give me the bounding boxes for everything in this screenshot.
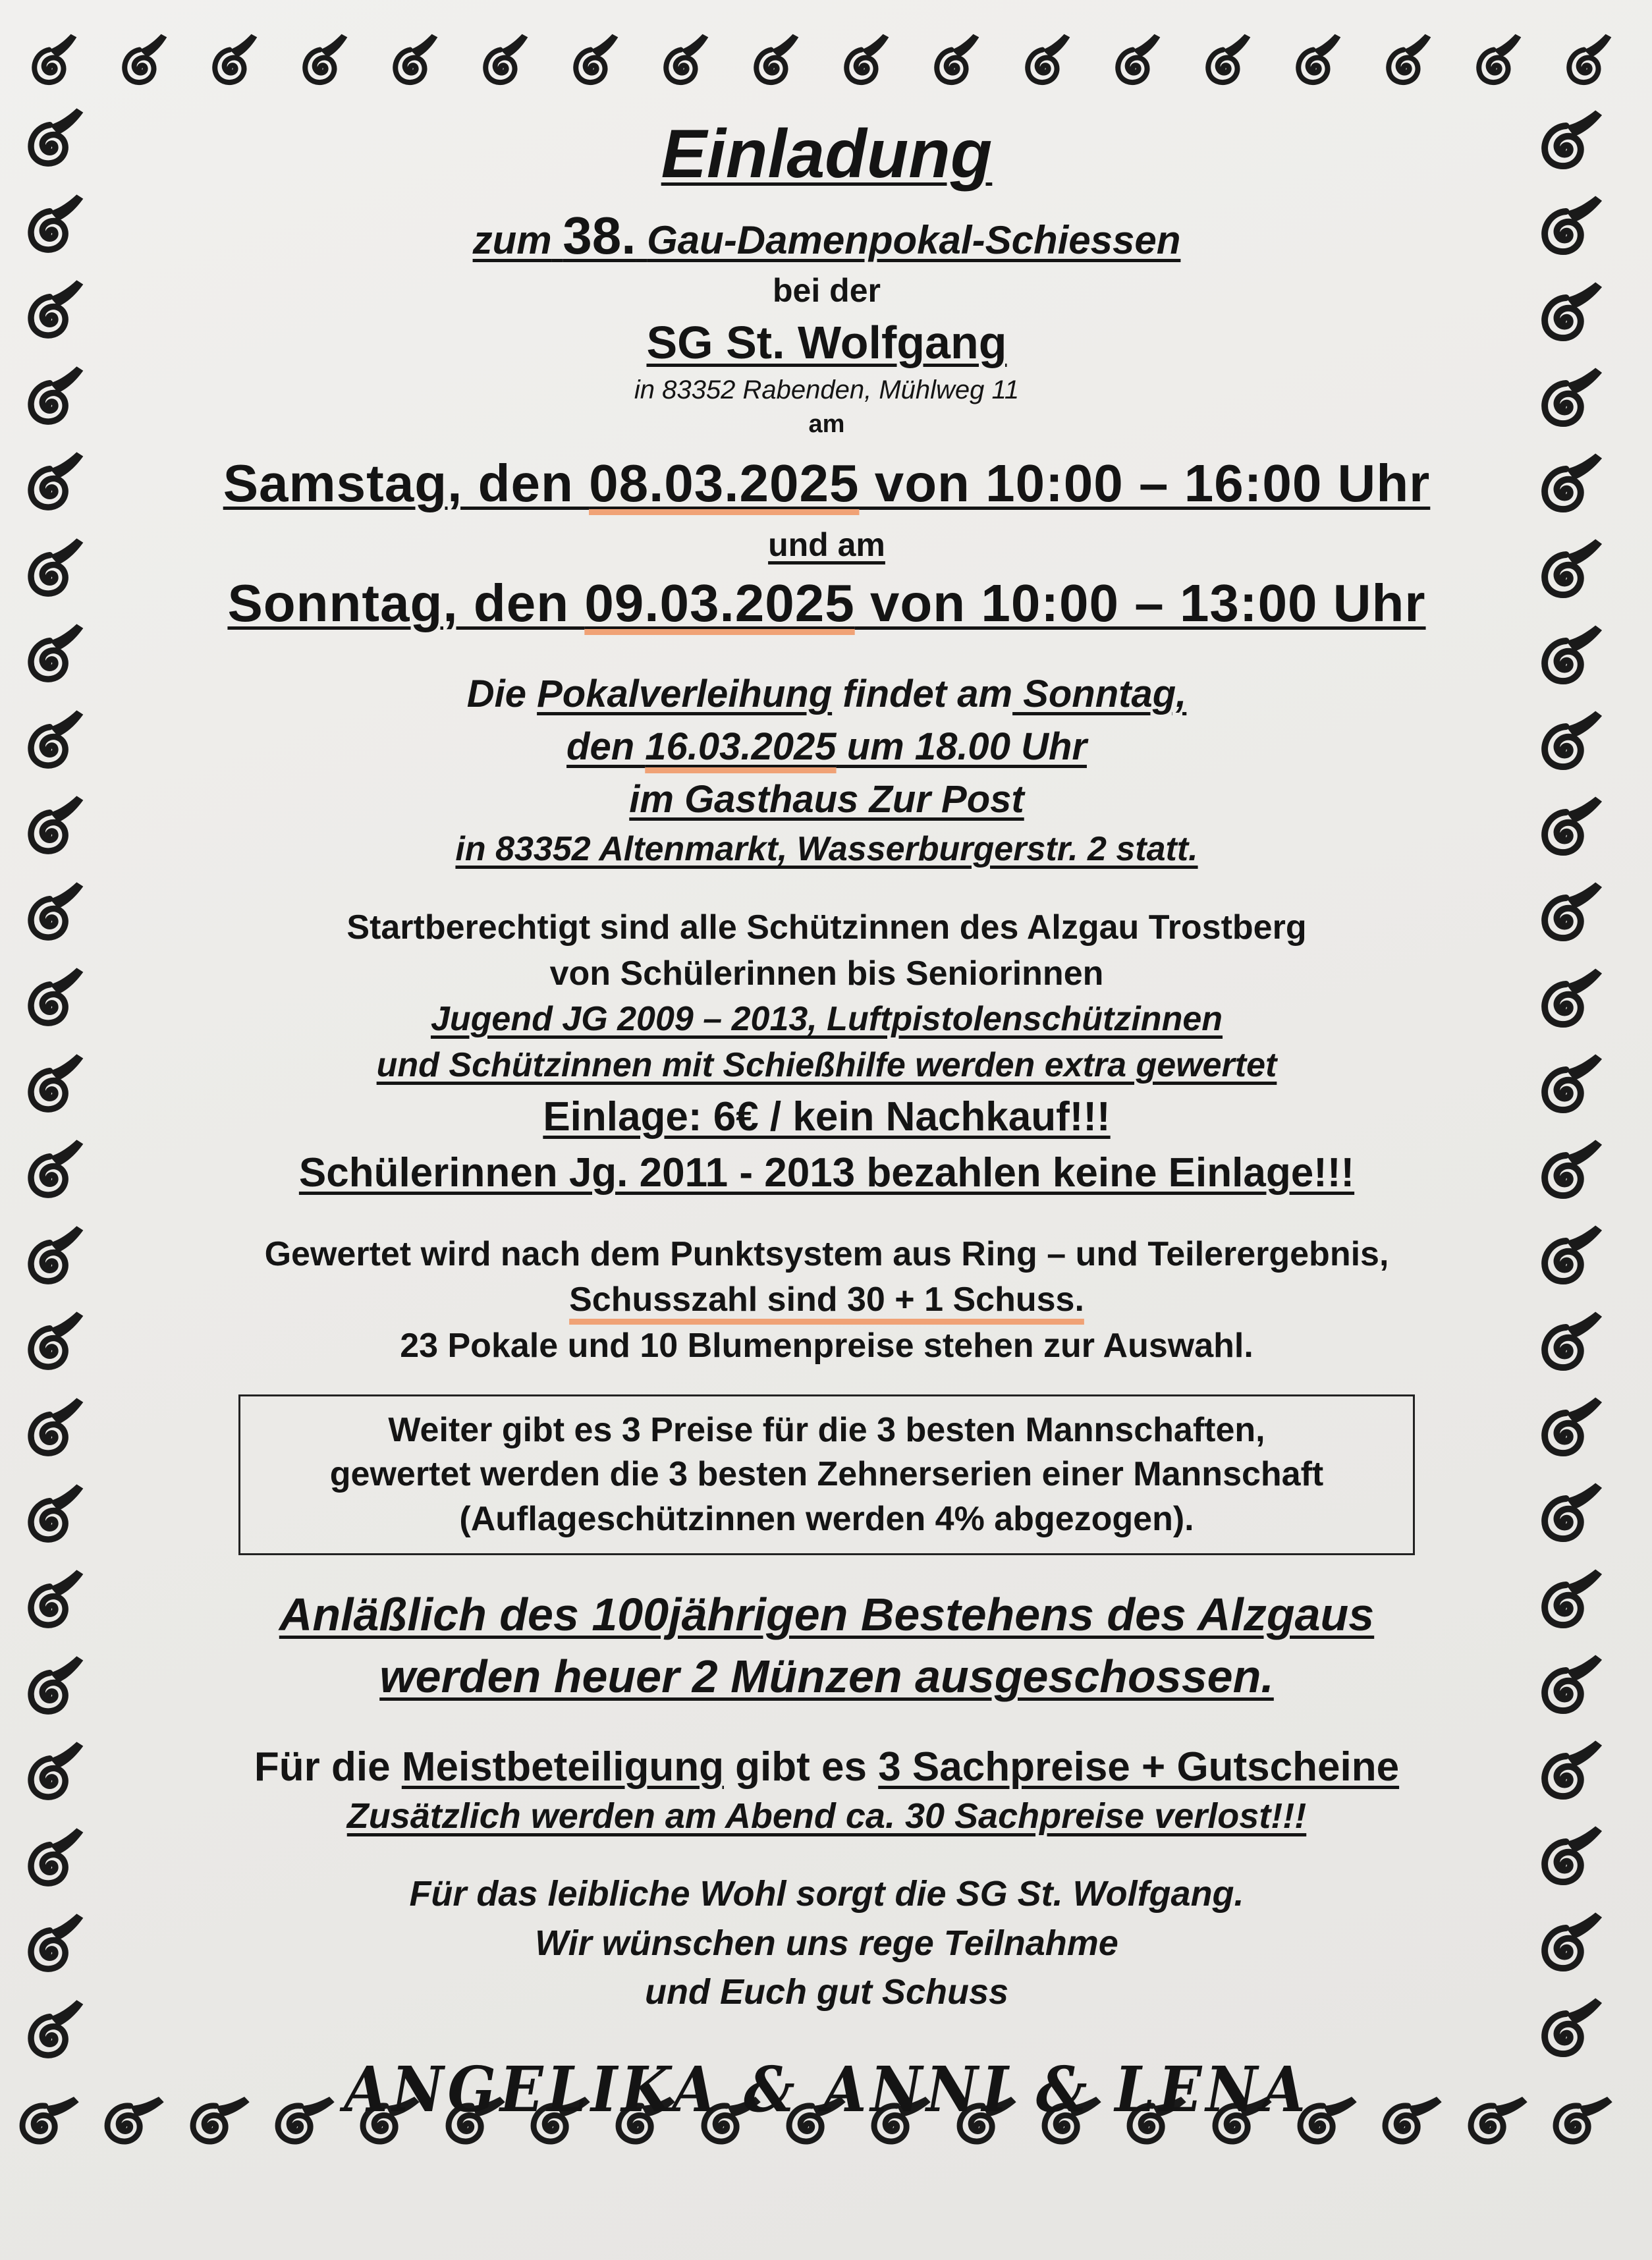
spiral-swirl-icon [14, 277, 92, 355]
spiral-swirl-icon [1013, 33, 1079, 99]
am-label: am [808, 410, 845, 438]
shot-count: Schusszahl sind 30 + 1 Schuss. [569, 1281, 1084, 1319]
eligibility-line-1: Startberechtigt sind alle Schützinnen des Alzgau Trostberg [346, 908, 1307, 947]
spiral-swirl-icon [14, 1997, 92, 2075]
award-a2: Pokalverleihung [537, 673, 833, 715]
spiral-swirl-icon [1527, 1564, 1609, 1646]
und-am-label: und am [768, 526, 885, 563]
date1-suffix: von 10:00 – 16:00 Uhr [859, 454, 1431, 512]
spiral-swirl-icon [1527, 449, 1609, 530]
event-number: 38. [563, 206, 636, 265]
spiral-swirl-icon [1527, 620, 1609, 702]
spiral-swirl-icon [14, 1481, 92, 1559]
anniversary-line-1: Anläßlich des 100jährigen Bestehens des Alzgaus [279, 1589, 1375, 1641]
spiral-swirl-icon [1527, 1307, 1609, 1389]
spiral-swirl-icon [14, 1223, 92, 1301]
spiral-swirl-icon [1527, 1478, 1609, 1560]
spiral-swirl-icon [1527, 534, 1609, 616]
spiral-swirl-icon [1103, 33, 1169, 99]
spiral-swirl-icon [20, 33, 86, 99]
fee-line: Einlage: 6€ / kein Nachkauf!!! [543, 1093, 1111, 1140]
eligibility-section [165, 905, 1489, 1201]
award-a3: findet am [832, 673, 1013, 715]
spiral-swirl-icon [14, 1395, 92, 1473]
date1-prefix: Samstag, den [223, 454, 590, 512]
event-prefix: zum [472, 218, 552, 262]
spiral-swirl-icon [110, 33, 176, 99]
spiral-swirl-icon [561, 33, 627, 99]
date2-prefix: Sonntag, den [227, 574, 585, 632]
spiral-swirl-icon [14, 1309, 92, 1387]
spiral-swirl-icon [14, 1911, 92, 1989]
anniversary-line-2: werden heuer 2 Münzen ausgeschossen. [379, 1651, 1274, 1703]
spiral-swirl-icon [1527, 1049, 1609, 1131]
spiral-swirl-icon [922, 33, 988, 99]
event-title: Gau-Damenpokal-Schiessen [647, 218, 1181, 262]
prizes-a4: 3 Sachpreise + Gutscheine [878, 1744, 1400, 1790]
spiral-swirl-icon [14, 105, 92, 183]
closing-section [165, 1869, 1489, 2017]
spiral-swirl-icon [14, 364, 92, 441]
host-prefix: bei der [773, 272, 881, 309]
spiral-swirl-icon [14, 1825, 92, 1903]
prizes-a3: gibt es [723, 1744, 879, 1790]
team-line-3: (Auflageschützinnen werden 4% abgezogen). [459, 1499, 1194, 1538]
team-prize-box [238, 1394, 1415, 1556]
closing-line-2: Wir wünschen uns rege Teilnahme [535, 1923, 1118, 1963]
spiral-swirl-icon [1527, 1650, 1609, 1732]
prizes-a1: Für die [254, 1744, 402, 1790]
spiral-swirl-icon [14, 192, 92, 269]
spiral-swirl-icon [14, 1653, 92, 1731]
spiral-swirl-icon [1527, 277, 1609, 359]
page-title: Einladung [661, 116, 993, 192]
spiral-swirl-icon [14, 707, 92, 785]
prizes-line-2: Zusätzlich werden am Abend ca. 30 Sachpreise verlost!!! [346, 1796, 1307, 1836]
spiral-swirl-icon [1527, 706, 1609, 788]
spiral-swirl-icon [1464, 33, 1530, 99]
spiral-swirl-icon [1527, 964, 1609, 1045]
spiral-swirl-icon [832, 33, 898, 99]
closing-line-1: Für das leibliche Wohl sorgt die SG St. Wolfgang. [409, 1874, 1244, 1914]
border-right [1515, 105, 1620, 2075]
spiral-swirl-icon [14, 449, 92, 527]
free-entry-line: Schülerinnen Jg. 2011 - 2013 bezahlen keine Einlage!!! [298, 1150, 1355, 1196]
award-b2: 16.03.2025 [645, 725, 837, 769]
border-top [20, 26, 1620, 105]
date2-date: 09.03.2025 [584, 574, 855, 632]
award-a4: Sonntag, [1012, 673, 1187, 715]
spiral-swirl-icon [14, 1739, 92, 1817]
award-b1: den [566, 725, 646, 769]
signature: ANGELIKA & ANNI & LENA [344, 2053, 1309, 2127]
spiral-swirl-icon [1527, 1221, 1609, 1302]
spiral-swirl-icon [1527, 363, 1609, 445]
eligibility-line-2: von Schülerinnen bis Seniorinnen [549, 954, 1104, 993]
prizes-a2: Meistbeteiligung [401, 1744, 724, 1790]
eligibility-line-3: Jugend JG 2009 – 2013, Luftpistolenschützinnen [430, 1000, 1223, 1039]
spiral-swirl-icon [14, 621, 92, 699]
spiral-swirl-icon [14, 793, 92, 871]
closing-line-3: und Euch gut Schuss [644, 1972, 1009, 2012]
award-section [165, 668, 1489, 873]
spiral-swirl-icon [381, 33, 447, 99]
spiral-swirl-icon [1555, 33, 1620, 99]
award-b3: um 18.00 Uhr [836, 725, 1087, 769]
spiral-swirl-icon [1527, 1908, 1609, 1989]
spiral-swirl-icon [1527, 877, 1609, 959]
award-line-3: im Gasthaus Zur Post [629, 778, 1024, 821]
spiral-swirl-icon [1540, 2087, 1614, 2161]
spiral-swirl-icon [1527, 1392, 1609, 1474]
spiral-swirl-icon [1284, 33, 1350, 99]
prizes-line-1 [165, 1744, 1489, 1790]
club-name: SG St. Wolfgang [646, 317, 1007, 368]
border-left [7, 105, 99, 2075]
invitation-content [165, 115, 1489, 2127]
spiral-swirl-icon [92, 2087, 165, 2161]
spiral-swirl-icon [14, 1137, 92, 1215]
spiral-swirl-icon [1527, 1135, 1609, 1217]
award-line-1 [165, 668, 1489, 721]
spiral-swirl-icon [471, 33, 537, 99]
scoring-line-3: 23 Pokale und 10 Blumenpreise stehen zur Auswahl. [400, 1326, 1253, 1365]
team-line-2: gewertet werden die 3 besten Zehnerserien einer Mannschaft [329, 1455, 1324, 1494]
date-sunday [165, 573, 1489, 634]
spiral-swirl-icon [1527, 1821, 1609, 1903]
date-saturday [165, 453, 1489, 514]
spiral-swirl-icon [1527, 1736, 1609, 1817]
spiral-swirl-icon [7, 2087, 80, 2161]
eligibility-line-4: und Schützinnen mit Schießhilfe werden extra gewertet [376, 1045, 1277, 1084]
spiral-swirl-icon [14, 879, 92, 957]
scoring-section [165, 1232, 1489, 1369]
spiral-swirl-icon [1527, 191, 1609, 273]
date1-date: 08.03.2025 [589, 454, 860, 512]
spiral-swirl-icon [1374, 33, 1440, 99]
club-address: in 83352 Rabenden, Mühlweg 11 [634, 375, 1020, 404]
prizes-section [165, 1744, 1489, 1836]
spiral-swirl-icon [14, 536, 92, 613]
award-line-4: in 83352 Altenmarkt, Wasserburgerstr. 2 statt. [455, 830, 1198, 869]
spiral-swirl-icon [14, 965, 92, 1043]
spiral-swirl-icon [14, 1567, 92, 1645]
date2-suffix: von 10:00 – 13:00 Uhr [854, 574, 1426, 632]
award-a1: Die [466, 673, 537, 715]
spiral-swirl-icon [200, 33, 266, 99]
team-line-1: Weiter gibt es 3 Preise für die 3 besten Mannschaften, [388, 1410, 1265, 1449]
spiral-swirl-icon [1527, 1993, 1609, 2075]
spiral-swirl-icon [1194, 33, 1259, 99]
scoring-line-2 [165, 1277, 1489, 1323]
spiral-swirl-icon [1527, 792, 1609, 873]
spiral-swirl-icon [14, 1051, 92, 1129]
spiral-swirl-icon [742, 33, 808, 99]
spiral-swirl-icon [1527, 105, 1609, 187]
spiral-swirl-icon [290, 33, 356, 99]
spiral-swirl-icon [651, 33, 717, 99]
scoring-line-1: Gewertet wird nach dem Punktsystem aus Ring – und Teilerergebnis, [264, 1234, 1389, 1273]
award-line-2 [165, 721, 1489, 773]
event-name [165, 206, 1489, 266]
anniversary-section [165, 1587, 1489, 1704]
